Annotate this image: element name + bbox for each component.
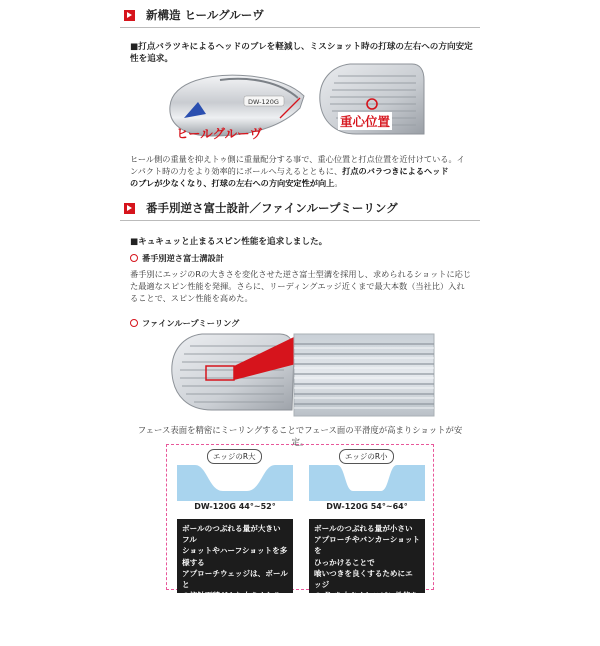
body-line-bold: のブレが少なくなり、打球の左右への方向安定性が向上 [130,178,335,189]
red-play-icon [124,10,135,21]
desc-line: ボールのつぶれる量が大きいフル [182,524,281,545]
card-model-label: DW-120G 44°~52° [194,502,276,511]
desc-line: エッジの Ｒ を大きくしスピン性能を [182,613,286,634]
card-description [309,519,425,612]
red-ring-icon [130,319,138,327]
card-large-radius [177,449,293,646]
milling-caption: フェース表面を精密にミーリングすることでフェース面の平滑度が高まりショットが安定。 [137,425,463,447]
red-play-icon [124,203,135,214]
desc-line: アプローチウェッジは、ボールと [182,568,288,590]
lead-line: 性を追求。 [130,54,173,64]
section2-lead: ■キュキュッと止まるスピン性能を追求しました。 [130,237,328,247]
body-line: た最適なスピン性能を発揮。さらに、リーディングエッジ近くまで最大本数（当社比）入れ [130,281,465,292]
edge-radius-large-tag: エッジのR大 [207,449,262,464]
body-line-bold: 打点のバラつきによるヘッド [342,166,449,177]
desc-line: アプローチやバンカーショットを [314,535,421,556]
comparison-box [166,444,434,646]
body-line: ンパクト時の力をより効率的にボールへ与えるとともに、 [130,166,343,177]
section1-body [130,153,480,190]
section1-title: 新構造 ヒールグルーヴ [146,8,264,22]
desc-line: ひっかけることで [314,557,375,567]
lead-line: ■打点バラツキによるヘッドのブレを軽減し、ミスショット時の打球の左右への方向安定 [130,42,473,52]
card-model-label: DW-120G 54°~64° [326,502,408,511]
desc-line: 高めた。 [182,636,213,646]
heel-groove-label: ヒールグルーヴ [176,126,263,141]
face-milling-image [168,330,440,420]
desc-line: 高めた。 [314,602,345,612]
section2-body [130,268,480,305]
desc-line: の接触面積がより大きくなるよう [182,591,281,612]
card-small-radius [309,449,425,612]
body-line: 番手別にエッジのRの大きさを変化させた逆さ富士型溝を採用し、求められるショットに応じ [130,269,472,279]
red-ring-icon [130,254,138,262]
body-line: ヒール側の重量を抑えトゥ側に重量配分する事で、重心位置と打点位置を近付けている。イ [130,154,465,164]
club-sole-text: DW-120G [248,98,279,106]
desc-line: の Ｒ を小さくしスピン性能を [314,591,419,601]
body-line: 。 [334,178,343,189]
card-description [177,519,293,646]
section2-header [120,200,480,221]
sub-heading-groove [130,253,224,264]
body-line: ることで、スピン性能を高めた。 [130,293,253,304]
desc-line: 喰いつきを良くするためにエッジ [314,568,413,590]
center-of-gravity-label: 重心位置 [340,114,391,129]
section2-title: 番手別逆さ富士設計／ファインループミーリング [146,201,398,215]
section1-header [120,7,480,28]
edge-radius-small-tag: エッジのR小 [339,449,394,464]
sub-heading-milling [130,318,239,329]
desc-line: ボールのつぶれる量が小さい [314,524,413,533]
sub-heading-text: ファインループミーリング [142,318,240,328]
desc-line: ショットやハーフショットを多様する [182,546,288,567]
sub-heading-text: 番手別逆さ富士溝設計 [142,253,224,263]
